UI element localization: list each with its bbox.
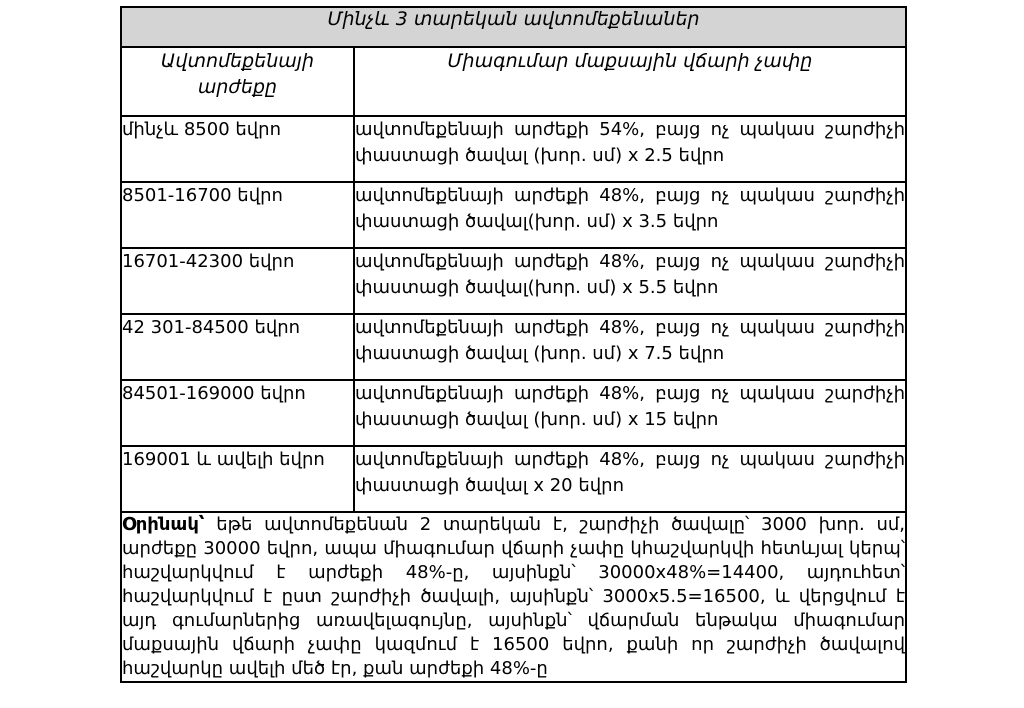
value-cell: 16701-42300 եվրո xyxy=(121,248,354,314)
example-text: եթե ավտոմեքենան 2 տարեկան է, շարժիչի ծավալը՝ 3000 խոր. սմ, արժեքը 30000 եվրո, ապա միագումար վճարի չափը կհաշվարկվի հետևյալ կերպ՝ հաշվարկվում է արժեքի 48%-ը, այսինքն՝ 30000x48%=14400, այդուհետ՝ հաշվարկվում է ըստ շարժիչի ծավալի, այսինքն՝ 3000x5.5=16500, և վերցվում է այդ գումարներից առավելագույնը, այսինքն՝ վճարման ենթակա միագումար մաքսային վճարի չափը կազմում է 16500 եվրո, քանի որ շարժիչի ծավալով հաշվարկը ավելի մեծ էր, քան արժեքի 48%-ը xyxy=(122,514,906,679)
value-cell: 169001 և ավելի եվրո xyxy=(121,446,354,512)
rate-cell: ավտոմեքենայի արժեքի 48%, բայց ոչ պակաս շարժիչի փաստացի ծավալ x 20 եվրո xyxy=(354,446,906,512)
value-cell: 42 301-84500 եվրո xyxy=(121,314,354,380)
column-header-value: Ավտոմեքենայի արժեքը xyxy=(121,47,354,116)
example-label: Օրինակ՝ xyxy=(122,514,205,535)
table-row xyxy=(121,380,906,446)
table-row xyxy=(121,248,906,314)
table-row xyxy=(121,182,906,248)
rate-cell: ավտոմեքենայի արժեքի 48%, բայց ոչ պակաս շարժիչի փաստացի ծավալ (խոր. սմ) x 7.5 եվրո xyxy=(354,314,906,380)
example-note xyxy=(121,512,906,682)
rate-cell: ավտոմեքենայի արժեքի 48%, բայց ոչ պակաս շարժիչի փաստացի ծավալ (խոր. սմ) x 15 եվրո xyxy=(354,380,906,446)
value-cell: 84501-169000 եվրո xyxy=(121,380,354,446)
value-cell: մինչև 8500 եվրո xyxy=(121,116,354,182)
table-row xyxy=(121,116,906,182)
value-cell: 8501-16700 եվրո xyxy=(121,182,354,248)
table-row xyxy=(121,446,906,512)
rate-cell: ավտոմեքենայի արժեքի 54%, բայց ոչ պակաս շարժիչի փաստացի ծավալ (խոր. սմ) x 2.5 եվրո xyxy=(354,116,906,182)
rate-cell: ավտոմեքենայի արժեքի 48%, բայց ոչ պակաս շարժիչի փաստացի ծավալ(խոր. սմ) x 3.5 եվրո xyxy=(354,182,906,248)
rate-cell: ավտոմեքենայի արժեքի 48%, բայց ոչ պակաս շարժիչի փաստացի ծավալ(խոր. սմ) x 5.5 եվրո xyxy=(354,248,906,314)
table-row xyxy=(121,314,906,380)
column-header-rate: Միագումար մաքսային վճարի չափը xyxy=(354,47,906,116)
table-title: Մինչև 3 տարեկան ավտոմեքենաներ xyxy=(121,7,906,47)
duty-table xyxy=(120,6,907,683)
